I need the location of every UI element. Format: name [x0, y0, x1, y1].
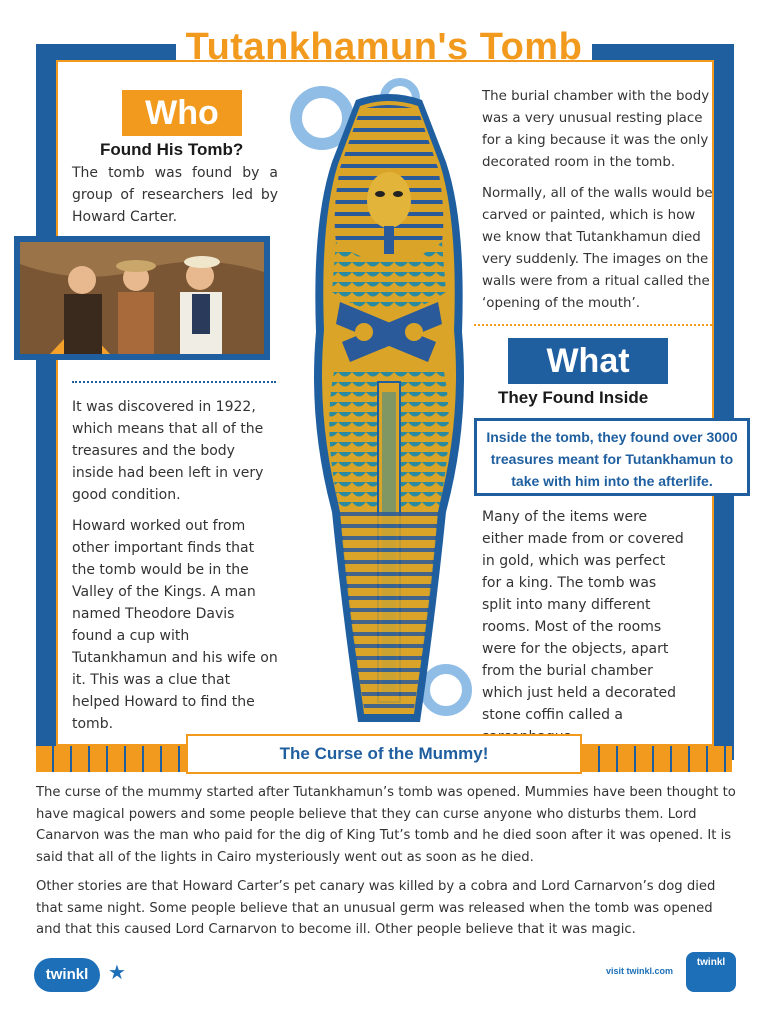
sarcophagus-illustration	[296, 92, 482, 732]
burial-divider	[474, 324, 712, 326]
star-icon: ★	[108, 960, 126, 984]
researchers-illustration	[20, 242, 264, 354]
quality-badge	[686, 952, 736, 992]
badge-label: twinkl	[696, 957, 726, 968]
treasures-callout: Inside the tomb, they found over 3000 treasures meant for Tutankhamun to take with him into the afterlife.	[474, 418, 750, 496]
curse-heading: The Curse of the Mummy!	[186, 734, 582, 774]
visit-link[interactable]: visit twinkl.com	[606, 966, 674, 976]
who-subheading: Found His Tomb?	[100, 140, 244, 159]
burial-paragraph: The burial chamber with the body was a very unusual resting place for a king because it was the only decorated room in the tomb.	[482, 89, 710, 170]
curse-paragraph: The curse of the mummy started after Tutankhamun’s tomb was opened. Mummies have been thought to have magical powers and some people believe that they can curse anyone who disturbs them. Lord Canarvon was the man who paid for the dig of King Tut’s tomb and he died soon after it was opened. It is said that all of the lights in Cairo mysteriously went out as soon as he died.	[36, 785, 736, 865]
researchers-photo	[14, 236, 270, 360]
decorative-band-right	[582, 746, 732, 772]
who-paragraph: Howard worked out from other important finds that the tomb would be in the Valley of the Kings. A man named Theodore Davis found a cup with Tutankhamun and his wife on it. This was a clue that helped Howard to find the tomb.	[72, 518, 278, 732]
what-subheading: They Found Inside	[498, 388, 649, 407]
what-heading: What	[508, 338, 668, 384]
page-title: Tutankhamun's Tomb	[185, 26, 583, 68]
burial-body	[482, 86, 718, 324]
who-body	[72, 396, 278, 744]
curse-paragraph: Other stories are that Howard Carter’s pet canary was killed by a cobra and Lord Carnarvon’s dog died that same night. Some people believe that an unusual germ was released when the tomb was opened and that this caused Lord Carnarvon to become ill. Other people believe that it was magic.	[36, 879, 716, 937]
what-body: Many of the items were either made from or covered in gold, which was perfect for a king. The tomb was split into many different rooms. Most of the rooms were for the objects, apart from the burial chamber which just held a decorated stone coffin called a	[482, 509, 684, 723]
who-heading: Who	[122, 90, 242, 136]
decorative-band-left	[36, 746, 186, 772]
who-divider	[72, 381, 276, 383]
who-intro: The tomb was found by a group of researchers led by Howard Carter.	[72, 165, 278, 225]
twinkl-logo[interactable]: twinkl	[34, 958, 100, 992]
frame-left	[36, 44, 56, 760]
curse-body	[36, 782, 736, 949]
who-paragraph: It was discovered in 1922, which means that all of the treasures and the body inside had been left in very good condition.	[72, 399, 264, 503]
burial-paragraph: Normally, all of the walls would be carved or painted, which is how we know that Tutankhamun died very suddenly. The images on the walls were from a ritual called the ‘opening of the mouth’.	[482, 186, 713, 311]
